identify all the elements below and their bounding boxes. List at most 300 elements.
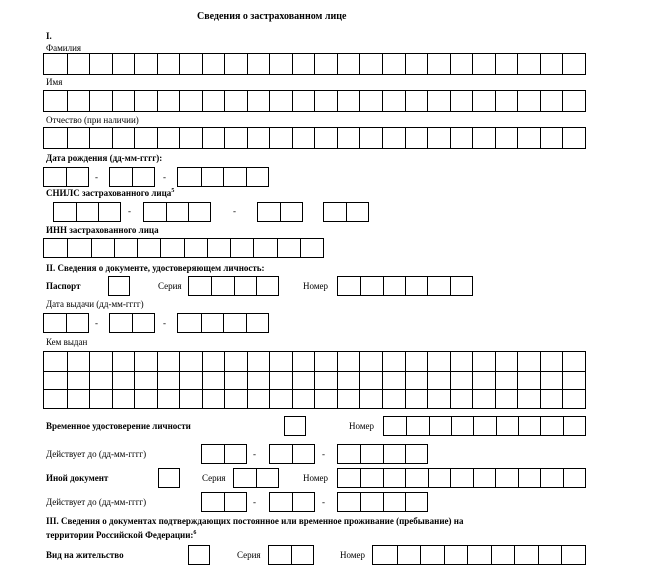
char-cell[interactable] (473, 469, 495, 487)
char-cell[interactable] (517, 352, 540, 371)
char-cell[interactable] (472, 372, 495, 390)
char-cell[interactable] (427, 352, 450, 371)
char-cell[interactable] (188, 203, 210, 221)
char-cell[interactable] (144, 203, 166, 221)
char-cell[interactable] (112, 91, 135, 111)
char-cell[interactable] (246, 314, 269, 332)
char-cell[interactable] (280, 203, 302, 221)
char-cell[interactable] (202, 54, 225, 74)
char-cell[interactable] (562, 54, 585, 74)
char-cell[interactable] (224, 445, 246, 463)
char-cell[interactable] (230, 239, 253, 257)
char-cell[interactable] (360, 445, 382, 463)
char-cell[interactable] (44, 390, 67, 408)
char-cell[interactable] (406, 417, 428, 435)
char-cell[interactable] (44, 239, 67, 257)
char-cell[interactable] (178, 314, 201, 332)
char-cell[interactable] (269, 128, 292, 148)
char-cell[interactable] (179, 372, 202, 390)
passport-type-box[interactable] (108, 276, 130, 296)
char-cell[interactable] (269, 54, 292, 74)
char-cell[interactable] (314, 352, 337, 371)
char-cell[interactable] (224, 493, 246, 511)
char-cell[interactable] (405, 390, 428, 408)
char-cell[interactable] (473, 417, 495, 435)
char-cell[interactable] (540, 417, 562, 435)
char-cell[interactable] (202, 372, 225, 390)
valid-until-2-dash-1: - (253, 497, 256, 507)
char-cell[interactable] (292, 493, 314, 511)
char-cell[interactable] (563, 469, 585, 487)
char-cell[interactable] (112, 352, 135, 371)
char-cell[interactable] (247, 390, 270, 408)
char-cell[interactable] (472, 91, 495, 111)
char-cell[interactable] (495, 128, 518, 148)
passport-label: Паспорт (46, 281, 81, 291)
snils-label: СНИЛС застрахованного лица$^5$ (46, 188, 175, 198)
temp-id-number-field[interactable] (383, 416, 586, 436)
residence-series-field[interactable] (268, 545, 314, 565)
char-cell[interactable] (450, 277, 472, 295)
char-cell[interactable] (427, 372, 450, 390)
char-cell[interactable] (540, 54, 563, 74)
char-cell[interactable] (384, 417, 406, 435)
char-cell[interactable] (207, 239, 230, 257)
char-cell[interactable] (134, 390, 157, 408)
char-cell[interactable] (382, 390, 405, 408)
snils-footnote: 5 (171, 188, 175, 194)
char-cell[interactable] (66, 314, 88, 332)
char-cell[interactable] (427, 128, 450, 148)
char-cell[interactable] (514, 546, 538, 564)
char-cell[interactable] (157, 372, 180, 390)
snils-group-1[interactable] (53, 202, 121, 222)
char-cell[interactable] (383, 493, 405, 511)
char-cell[interactable] (405, 91, 428, 111)
char-cell[interactable] (518, 469, 540, 487)
issued-by-field[interactable] (43, 351, 586, 409)
char-cell[interactable] (224, 91, 247, 111)
char-cell[interactable] (292, 445, 314, 463)
char-cell[interactable] (270, 445, 292, 463)
char-cell[interactable] (157, 352, 180, 371)
char-cell[interactable] (359, 128, 382, 148)
char-cell[interactable] (202, 128, 225, 148)
char-cell[interactable] (382, 91, 405, 111)
char-cell[interactable] (540, 352, 563, 371)
char-cell[interactable] (292, 352, 315, 371)
char-cell[interactable] (179, 128, 202, 148)
char-cell[interactable] (76, 203, 98, 221)
char-cell[interactable] (428, 469, 450, 487)
issued-by-row (44, 352, 585, 371)
char-cell[interactable] (201, 314, 224, 332)
char-cell[interactable] (562, 91, 585, 111)
char-cell[interactable] (405, 469, 427, 487)
char-cell[interactable] (89, 390, 112, 408)
char-cell[interactable] (67, 390, 90, 408)
valid-until-2-year[interactable] (337, 492, 428, 512)
char-cell[interactable] (247, 91, 270, 111)
char-cell[interactable] (517, 54, 540, 74)
section-1-number: I. (46, 31, 52, 41)
char-cell[interactable] (540, 469, 562, 487)
char-cell[interactable] (67, 239, 90, 257)
char-cell[interactable] (359, 54, 382, 74)
char-cell[interactable] (450, 91, 473, 111)
issue-date-day[interactable] (43, 313, 89, 333)
char-cell[interactable] (314, 91, 337, 111)
char-cell[interactable] (160, 239, 183, 257)
char-cell[interactable] (405, 372, 428, 390)
char-cell[interactable] (450, 128, 473, 148)
char-cell[interactable] (314, 372, 337, 390)
char-cell[interactable] (496, 417, 518, 435)
char-cell[interactable] (338, 469, 360, 487)
char-cell[interactable] (109, 277, 129, 295)
char-cell[interactable] (201, 168, 224, 186)
valid-until-1-dash-2: - (322, 449, 325, 459)
issue-date-year[interactable] (177, 313, 269, 333)
char-cell[interactable] (179, 54, 202, 74)
char-cell[interactable] (202, 352, 225, 371)
char-cell[interactable] (314, 390, 337, 408)
char-cell[interactable] (110, 168, 132, 186)
char-cell[interactable] (247, 54, 270, 74)
char-cell[interactable] (202, 390, 225, 408)
residence-number-field[interactable] (372, 545, 586, 565)
valid-until-2-label: Действует до (дд-мм-гггг) (46, 497, 147, 507)
char-cell[interactable] (563, 417, 585, 435)
char-cell[interactable] (66, 168, 88, 186)
char-cell[interactable] (258, 203, 280, 221)
char-cell[interactable] (134, 372, 157, 390)
passport-number-label: Номер (303, 281, 329, 291)
char-cell[interactable] (253, 239, 276, 257)
char-cell[interactable] (89, 352, 112, 371)
char-cell[interactable] (44, 54, 67, 74)
char-cell[interactable] (359, 352, 382, 371)
char-cell[interactable] (495, 372, 518, 390)
char-cell[interactable] (224, 128, 247, 148)
birthdate-label: Дата рождения (дд-мм-гггг): (46, 153, 163, 163)
char-cell[interactable] (189, 277, 211, 295)
section-3-heading-line2: территории Российской Федерации:$^6$ (46, 530, 197, 540)
char-cell[interactable] (234, 277, 256, 295)
residence-box[interactable] (188, 545, 210, 565)
patronymic-field[interactable] (43, 127, 586, 149)
issued-by-row (44, 371, 585, 390)
char-cell[interactable] (234, 469, 256, 487)
char-cell[interactable] (223, 168, 246, 186)
char-cell[interactable] (314, 128, 337, 148)
char-cell[interactable] (157, 390, 180, 408)
char-cell[interactable] (383, 469, 405, 487)
char-cell[interactable] (337, 372, 360, 390)
valid-until-1-year[interactable] (337, 444, 428, 464)
char-cell[interactable] (337, 91, 360, 111)
issue-date-month[interactable] (109, 313, 155, 333)
char-cell[interactable] (269, 546, 291, 564)
char-cell[interactable] (382, 54, 405, 74)
section-3-footnote: 6 (193, 530, 197, 536)
char-cell[interactable] (178, 168, 201, 186)
char-cell[interactable] (132, 168, 154, 186)
char-cell[interactable] (132, 314, 154, 332)
char-cell[interactable] (338, 445, 360, 463)
char-cell[interactable] (517, 128, 540, 148)
char-cell[interactable] (292, 128, 315, 148)
temp-id-box[interactable] (284, 416, 306, 436)
char-cell[interactable] (517, 372, 540, 390)
char-cell[interactable] (472, 54, 495, 74)
char-cell[interactable] (166, 203, 188, 221)
valid-until-1-label: Действует до (дд-мм-гггг) (46, 449, 147, 459)
char-cell[interactable] (346, 203, 368, 221)
char-cell[interactable] (405, 54, 428, 74)
char-cell[interactable] (562, 390, 585, 408)
char-cell[interactable] (292, 372, 315, 390)
char-cell[interactable] (269, 390, 292, 408)
char-cell[interactable] (157, 91, 180, 111)
char-cell[interactable] (134, 54, 157, 74)
char-cell[interactable] (337, 352, 360, 371)
residence-label: Вид на жительство (46, 550, 124, 560)
char-cell[interactable] (324, 203, 346, 221)
char-cell[interactable] (277, 239, 300, 257)
char-cell[interactable] (202, 91, 225, 111)
char-cell[interactable] (359, 372, 382, 390)
char-cell[interactable] (495, 390, 518, 408)
char-cell[interactable] (67, 372, 90, 390)
valid-until-1-month[interactable] (269, 444, 315, 464)
char-cell[interactable] (110, 314, 132, 332)
char-cell[interactable] (285, 417, 305, 435)
char-cell[interactable] (54, 203, 76, 221)
char-cell[interactable] (44, 128, 67, 148)
char-cell[interactable] (562, 128, 585, 148)
birthdate-month[interactable] (109, 167, 155, 187)
char-cell[interactable] (98, 203, 120, 221)
char-cell[interactable] (382, 128, 405, 148)
char-cell[interactable] (383, 445, 405, 463)
char-cell[interactable] (383, 277, 405, 295)
char-cell[interactable] (292, 390, 315, 408)
char-cell[interactable] (89, 91, 112, 111)
char-cell[interactable] (247, 372, 270, 390)
char-cell[interactable] (540, 390, 563, 408)
char-cell[interactable] (189, 546, 209, 564)
char-cell[interactable] (472, 390, 495, 408)
char-cell[interactable] (540, 91, 563, 111)
char-cell[interactable] (338, 277, 360, 295)
char-cell[interactable] (89, 54, 112, 74)
char-cell[interactable] (382, 372, 405, 390)
char-cell[interactable] (382, 352, 405, 371)
char-cell[interactable] (450, 372, 473, 390)
char-cell[interactable] (256, 277, 278, 295)
char-cell[interactable] (269, 91, 292, 111)
char-cell[interactable] (397, 546, 421, 564)
snils-group-3[interactable] (257, 202, 303, 222)
char-cell[interactable] (450, 352, 473, 371)
char-cell[interactable] (495, 91, 518, 111)
char-cell[interactable] (450, 469, 472, 487)
char-cell[interactable] (159, 469, 179, 487)
char-cell[interactable] (518, 417, 540, 435)
char-cell[interactable] (89, 128, 112, 148)
char-cell[interactable] (134, 91, 157, 111)
char-cell[interactable] (450, 54, 473, 74)
temp-id-label: Временное удостоверение личности (46, 421, 191, 431)
char-cell[interactable] (491, 546, 515, 564)
char-cell[interactable] (472, 128, 495, 148)
char-cell[interactable] (247, 352, 270, 371)
char-cell[interactable] (495, 352, 518, 371)
issued-by-row (44, 389, 585, 408)
char-cell[interactable] (292, 54, 315, 74)
char-cell[interactable] (444, 546, 468, 564)
birthdate-year[interactable] (177, 167, 269, 187)
char-cell[interactable] (223, 314, 246, 332)
char-cell[interactable] (44, 91, 67, 111)
valid-until-2-month[interactable] (269, 492, 315, 512)
other-doc-number-field[interactable] (337, 468, 586, 488)
char-cell[interactable] (540, 128, 563, 148)
char-cell[interactable] (112, 390, 135, 408)
char-cell[interactable] (540, 372, 563, 390)
char-cell[interactable] (44, 168, 66, 186)
snils-dash-1: - (128, 206, 131, 216)
char-cell[interactable] (89, 372, 112, 390)
char-cell[interactable] (112, 54, 135, 74)
char-cell[interactable] (373, 546, 397, 564)
char-cell[interactable] (337, 54, 360, 74)
char-cell[interactable] (246, 168, 269, 186)
birthdate-day[interactable] (43, 167, 89, 187)
char-cell[interactable] (562, 372, 585, 390)
char-cell[interactable] (292, 91, 315, 111)
issued-by-label: Кем выдан (46, 337, 88, 347)
char-cell[interactable] (405, 277, 427, 295)
char-cell[interactable] (67, 352, 90, 371)
char-cell[interactable] (224, 372, 247, 390)
char-cell[interactable] (420, 546, 444, 564)
char-cell[interactable] (538, 546, 562, 564)
char-cell[interactable] (67, 128, 90, 148)
char-cell[interactable] (427, 91, 450, 111)
char-cell[interactable] (314, 54, 337, 74)
patronymic-label: Отчество (при наличии) (46, 115, 139, 125)
char-cell[interactable] (495, 54, 518, 74)
char-cell[interactable] (517, 390, 540, 408)
valid-until-2-day[interactable] (201, 492, 247, 512)
char-cell[interactable] (157, 128, 180, 148)
char-cell[interactable] (202, 445, 224, 463)
char-cell[interactable] (67, 54, 90, 74)
char-cell[interactable] (472, 352, 495, 371)
char-cell[interactable] (134, 128, 157, 148)
char-cell[interactable] (134, 352, 157, 371)
char-cell[interactable] (256, 469, 278, 487)
char-cell[interactable] (157, 54, 180, 74)
char-cell[interactable] (360, 469, 382, 487)
char-cell[interactable] (114, 239, 137, 257)
char-cell[interactable] (224, 352, 247, 371)
passport-number-field[interactable] (337, 276, 473, 296)
char-cell[interactable] (44, 372, 67, 390)
char-cell[interactable] (405, 128, 428, 148)
char-cell[interactable] (224, 390, 247, 408)
snils-control[interactable] (323, 202, 369, 222)
char-cell[interactable] (451, 417, 473, 435)
other-doc-series-field[interactable] (233, 468, 279, 488)
char-cell[interactable] (360, 493, 382, 511)
char-cell[interactable] (517, 91, 540, 111)
char-cell[interactable] (179, 91, 202, 111)
char-cell[interactable] (429, 417, 451, 435)
char-cell[interactable] (112, 128, 135, 148)
char-cell[interactable] (179, 390, 202, 408)
inn-field[interactable] (43, 238, 324, 258)
name-label: Имя (46, 77, 63, 87)
char-cell[interactable] (211, 277, 233, 295)
char-cell[interactable] (427, 390, 450, 408)
char-cell[interactable] (269, 352, 292, 371)
char-cell[interactable] (291, 546, 313, 564)
char-cell[interactable] (202, 493, 224, 511)
char-cell[interactable] (427, 54, 450, 74)
char-cell[interactable] (269, 372, 292, 390)
char-cell[interactable] (247, 128, 270, 148)
char-cell[interactable] (359, 390, 382, 408)
char-cell[interactable] (467, 546, 491, 564)
char-cell[interactable] (338, 493, 360, 511)
char-cell[interactable] (137, 239, 160, 257)
passport-series-field[interactable] (188, 276, 279, 296)
char-cell[interactable] (427, 277, 449, 295)
char-cell[interactable] (360, 277, 382, 295)
char-cell[interactable] (179, 352, 202, 371)
char-cell[interactable] (450, 390, 473, 408)
char-cell[interactable] (405, 493, 427, 511)
char-cell[interactable] (337, 390, 360, 408)
char-cell[interactable] (405, 445, 427, 463)
char-cell[interactable] (184, 239, 207, 257)
name-field[interactable] (43, 90, 586, 112)
char-cell[interactable] (405, 352, 428, 371)
char-cell[interactable] (300, 239, 323, 257)
char-cell[interactable] (44, 314, 66, 332)
char-cell[interactable] (359, 91, 382, 111)
char-cell[interactable] (562, 352, 585, 371)
char-cell[interactable] (112, 372, 135, 390)
surname-field[interactable] (43, 53, 586, 75)
char-cell[interactable] (270, 493, 292, 511)
char-cell[interactable] (67, 91, 90, 111)
char-cell[interactable] (561, 546, 585, 564)
snils-group-2[interactable] (143, 202, 211, 222)
char-cell[interactable] (91, 239, 114, 257)
other-doc-box[interactable] (158, 468, 180, 488)
issue-date-dash-1: - (95, 318, 98, 328)
char-cell[interactable] (224, 54, 247, 74)
char-cell[interactable] (44, 352, 67, 371)
valid-until-1-day[interactable] (201, 444, 247, 464)
char-cell[interactable] (495, 469, 517, 487)
residence-number-label: Номер (340, 550, 366, 560)
char-cell[interactable] (337, 128, 360, 148)
